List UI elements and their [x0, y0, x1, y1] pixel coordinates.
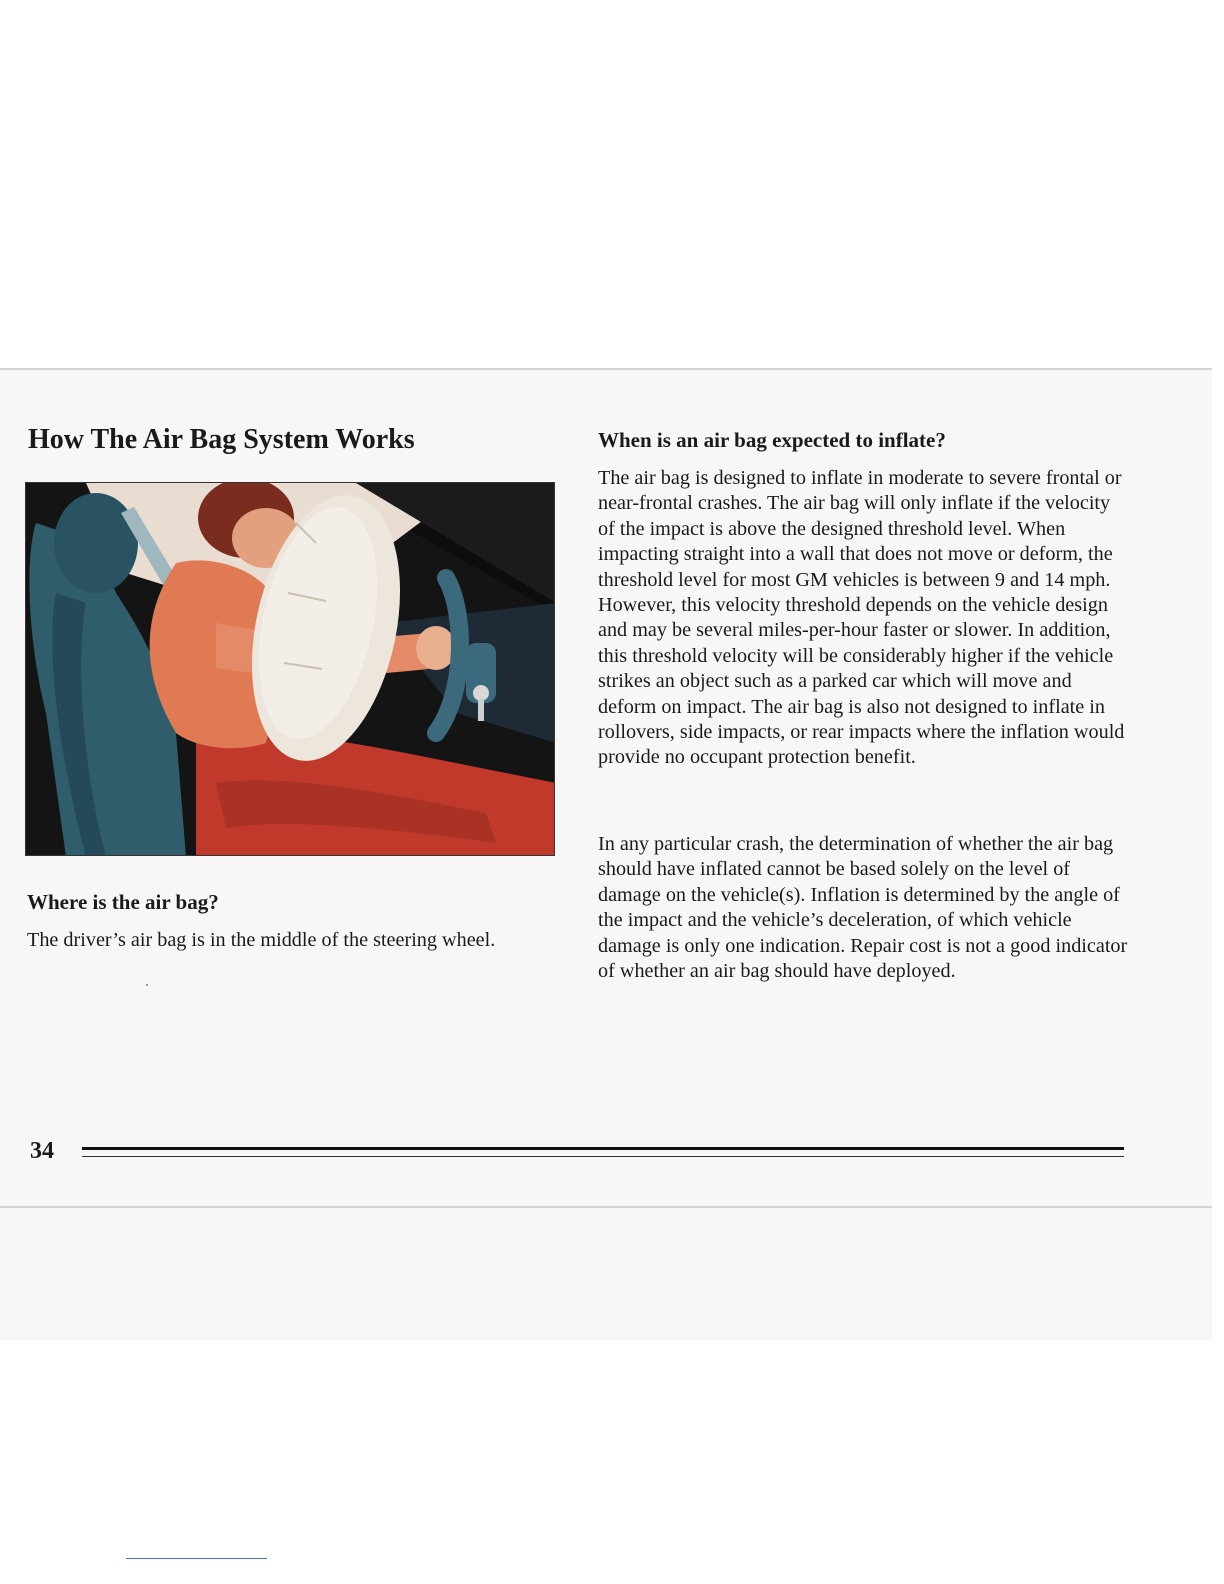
- section-title: How The Air Bag System Works: [28, 424, 415, 455]
- below-page-band: [0, 1208, 1212, 1340]
- when-inflate-heading: When is an air bag expected to inflate?: [598, 428, 946, 452]
- inflation-paragraph-2: In any particular crash, the determination of whether the air bag should have inflated cannot be based solely on the level of damage on the vehicle(s). Inflation is determined by the angle of the impact and the vehicle’s deceleration, of which vehicle damage is only one indication. Repair cost is not a good indicator of whether an air bag should have deployed.: [598, 833, 1128, 983]
- page-number: 34: [30, 1138, 54, 1164]
- driver-airbag-illustration: [25, 482, 555, 856]
- where-airbag-heading: Where is the air bag?: [27, 890, 219, 914]
- inflation-paragraph-1: The air bag is designed to inflate in moderate to severe frontal or near-frontal crashes. The air bag will only inflate if the velocity of the impact is above the designed threshold level. When impacting straight into a wall that does not move or deform, the threshold level for most GM vehicles is between 9 and 14 mph. However, this velocity threshold depends on the vehicle design and may be several miles-per-hour faster or slower. In addition, this threshold velocity will be considerably higher if the vehicle strikes an object such as a parked car which will move and deform on impact. The air bag is also not designed to inflate in rollovers, side impacts, or rear impacts where the inflation would provide no occupant protection benefit.: [598, 467, 1125, 769]
- bottom-underline: [126, 1558, 267, 1559]
- where-airbag-answer: The driver’s air bag is in the middle of the steering wheel.: [27, 929, 496, 951]
- footer-rule-thick: [82, 1147, 1124, 1150]
- footer-rule-thin: [82, 1156, 1124, 1157]
- stray-mark: [146, 984, 148, 986]
